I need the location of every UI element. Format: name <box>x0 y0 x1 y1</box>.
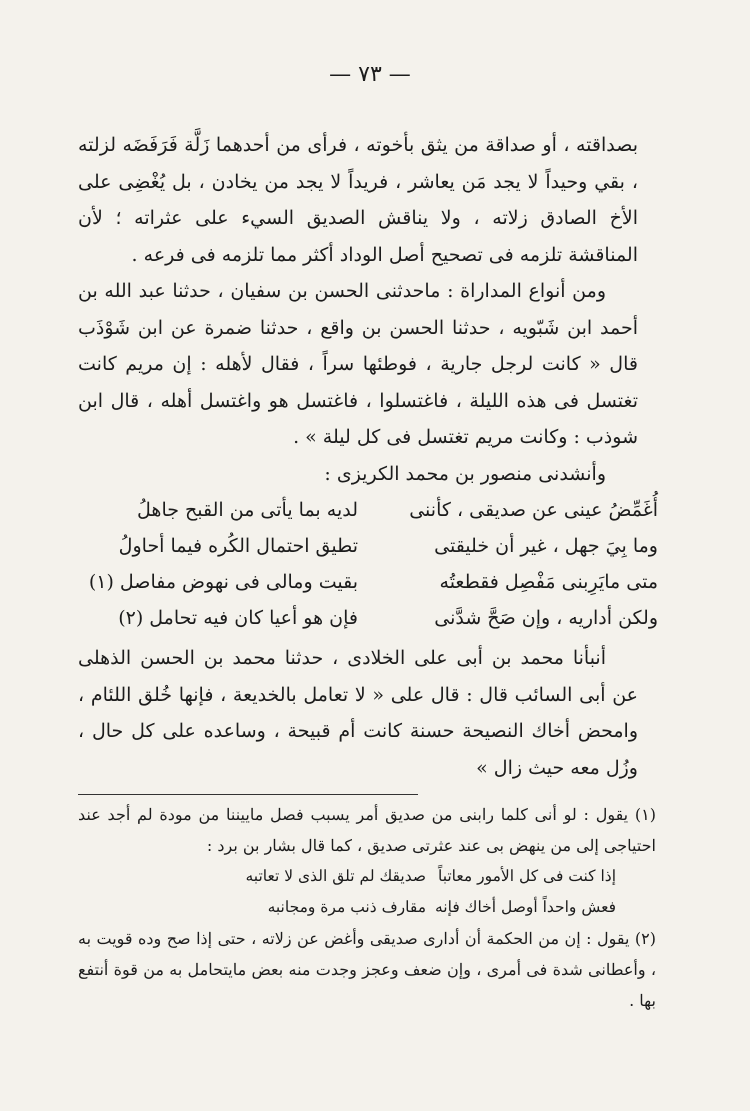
verse-second-half: تطيق احتمال الكُره فيما أحاولُ <box>118 535 358 557</box>
verse-first-half: فعش واحداً أوصل أخاك فإنه <box>434 898 616 916</box>
verse-second-half: صديقك لم تلق الذى لا تعاتبه <box>245 867 426 885</box>
footnote-verse <box>78 861 616 892</box>
verse-first-half: وما بِيَ جهل ، غير أن خليقتى <box>434 535 658 557</box>
paragraph-poem-intro: وأنشدنى منصور بن محمد الكريزى : <box>324 462 606 485</box>
verse-first-half: أُغَمِّضُ عينى عن صديقى ، كأننى <box>409 499 658 521</box>
verse-second-half: لديه بما يأتى من القبح جاهلُ <box>137 499 358 521</box>
poem-verse <box>78 528 658 564</box>
verse-second-half: مقارف ذنب مرة ومجانبه <box>267 898 426 916</box>
poem-verse <box>78 600 658 636</box>
footnote-poem <box>78 861 656 923</box>
footnotes <box>78 799 662 1016</box>
footnote-verse <box>78 892 616 923</box>
poem-verse <box>78 492 658 528</box>
footnote-divider <box>78 794 418 795</box>
verse-first-half: ولكن أداريه ، وإن صَحَّ شدَّنى <box>434 607 658 629</box>
verse-second-half: فإن هو أعيا كان فيه تحامل (٢) <box>118 607 358 629</box>
page-number: — ٧٣ — <box>329 62 411 87</box>
verse-second-half: بقيت ومالى فى نهوض مفاصل (١) <box>88 571 358 593</box>
verse-first-half: إذا كنت فى كل الأمور معاتباً <box>437 867 616 885</box>
verse-first-half: متى مايَرِبنى مَفْصِل فقطعتُه <box>439 571 658 593</box>
main-text-bottom <box>78 640 662 786</box>
footnote-1: (١) يقول : لو أنى كلما رابنى من صديق أمر يسبب فصل ماييننا من مودة لم أجد عند احتياجى إلى من ينهض بى عند عثرتى صديق ، كما قال بشار بن برد : <box>78 805 656 855</box>
poem-verse <box>78 564 658 600</box>
poem <box>78 492 662 636</box>
main-text <box>78 127 662 492</box>
paragraph-mudarat: ومن أنواع المداراة : ماحدثنى الحسن بن سفيان ، حدثنا عبد الله بن أحمد ابن شَبّويه ، حدثنا الحسن بن واقع ، حدثنا ضمرة عن ابن شَوْذَب قال « كانت لرجل جارية ، فوطئها سراً ، فقال لأهله : إن مريم كانت تغتسل فى هذه الليلة ، فاغتسلوا ، فاغتسل هو واغتسل أهله ، قال ابن شوذب : وكانت مريم تغتسل فى كل ليلة » . <box>78 280 638 448</box>
paragraph-ali-saying: أنبأنا محمد بن أبى على الخلادى ، حدثنا محمد بن الحسن الذهلى عن أبى السائب قال : قال على « لا تعامل بالخديعة ، فإنها خُلق اللئام ، وامحض أخاك النصيحة حسنة كانت أم قبيحة ، وساعده على كل حال ، وزُل معه حيث زال » <box>78 647 638 779</box>
footnote-2: (٢) يقول : إن من الحكمة أن أدارى صديقى وأغض عن زلاته ، حتى إذا صح وده قويت به ، وأعطانى شدة فى أمرى ، وإن ضعف وعجز وجدت منه بعض مايتحامل به من قوة أنتفع بها . <box>78 929 656 1010</box>
paragraph-friendship: بصداقته ، أو صداقة من يثق بأخوته ، فرأى من أحدهما زَلَّة فَرَفَضَه لزلته ، بقي وحيداً لا يجد مَن يعاشر ، فريداً لا يجد من يخادن ، بل يُغْضِى على الأخ الصادق زلاته ، ولا يناقش الصديق السيء على عثراته ؛ لأن المناقشة تلزمه فى تصحيح أصل الوداد أكثر مما تلزمه فى فرعه . <box>78 134 638 266</box>
